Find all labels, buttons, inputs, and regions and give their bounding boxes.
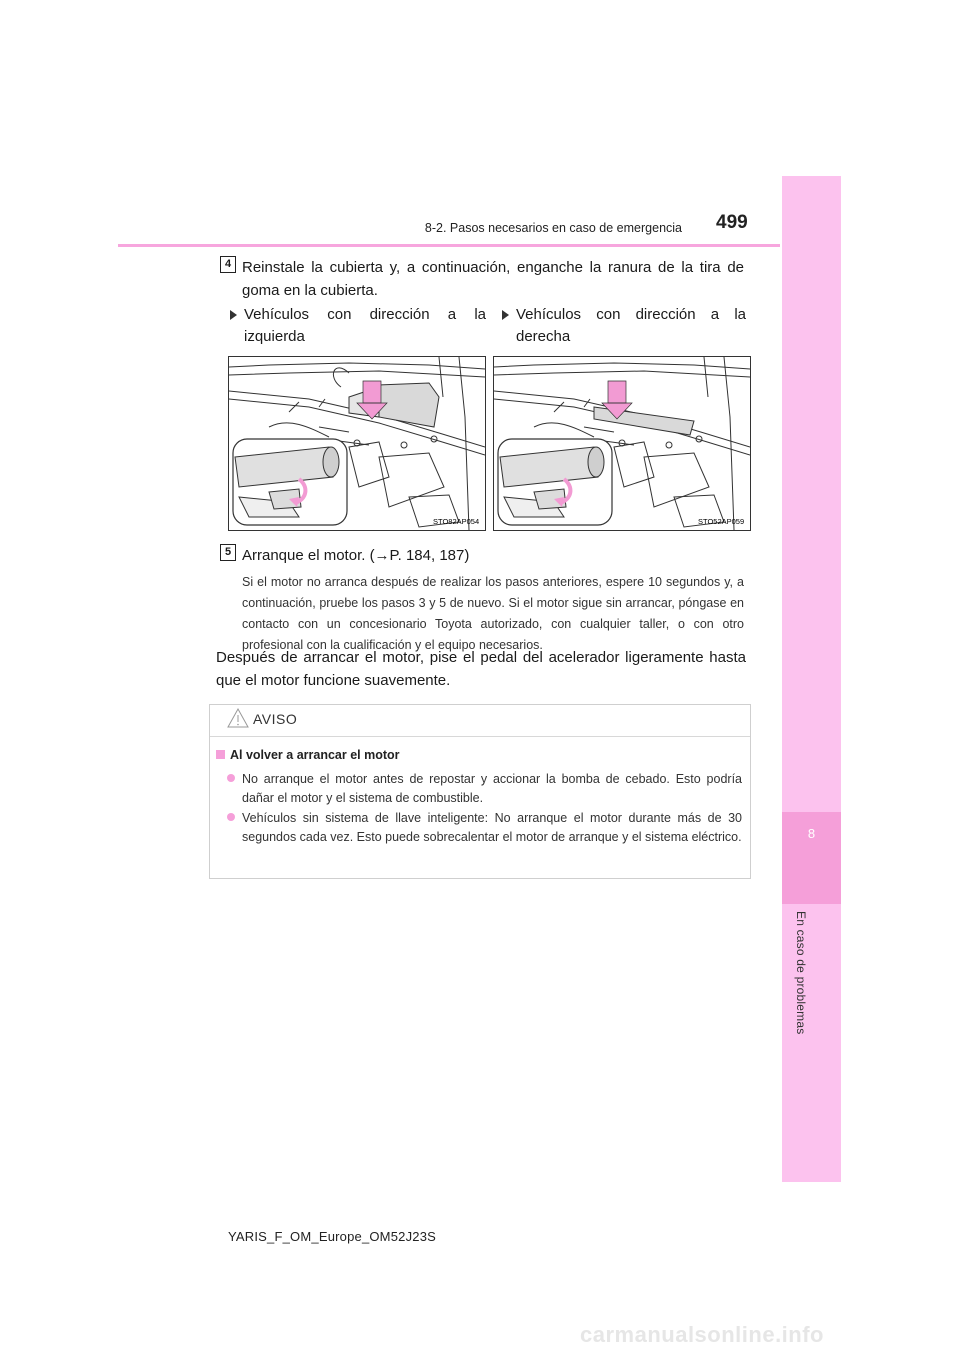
lhd-label bbox=[230, 304, 486, 348]
chapter-side-tab bbox=[782, 176, 841, 1182]
page-number: 499 bbox=[716, 212, 748, 233]
illustration-lhd bbox=[228, 356, 486, 531]
rhd-figure-code: STO52AP059 bbox=[698, 517, 745, 526]
warning-title: AVISO bbox=[253, 711, 298, 727]
engine-bay-rhd-drawing bbox=[494, 357, 750, 530]
warning-header-divider bbox=[210, 736, 750, 737]
chapter-number: 8 bbox=[807, 826, 816, 841]
triangle-bullet-icon bbox=[502, 310, 509, 320]
chapter-title: En caso de problemas bbox=[794, 911, 808, 1035]
step-5-text: Arranque el motor. (→P. 184, 187) bbox=[242, 547, 470, 564]
illustration-rhd bbox=[493, 356, 751, 531]
watermark: carmanualsonline.info bbox=[580, 1322, 824, 1347]
step-4-number: 4 bbox=[220, 256, 236, 273]
step-5-detail: Si el motor no arranca después de realizar los pasos anteriores, espere 10 segundos y, a continuación, pruebe los pasos 3 y 5 de nuevo. Si el motor sigue sin arrancar, póngase en contacto con un concesionario Toyota autorizado, con cualquier taller, o con otro profesional con la cualificación y el equipo necesarios. bbox=[242, 575, 744, 652]
header-rule bbox=[118, 244, 780, 247]
warning-item: Vehículos sin sistema de llave inteligente: No arranque el motor durante más de 30 segundos cada vez. Esto puede sobrecalentar el motor de arranque y el sistema eléctrico. bbox=[242, 811, 742, 844]
triangle-bullet-icon bbox=[230, 310, 237, 320]
engine-bay-lhd-drawing bbox=[229, 357, 485, 530]
warning-item: No arranque el motor antes de repostar y accionar la bomba de cebado. Esto podría dañar el motor y el sistema de combustible. bbox=[242, 772, 742, 805]
rhd-label-text: Vehículos con dirección a la derecha bbox=[516, 306, 746, 345]
header-section-title: 8-2. Pasos necesarios en caso de emergencia bbox=[424, 221, 682, 235]
circle-bullet-icon bbox=[227, 813, 235, 821]
lhd-figure-code: STO82AP054 bbox=[433, 517, 480, 526]
step-5-number: 5 bbox=[220, 544, 236, 561]
document-code: YARIS_F_OM_Europe_OM52J23S bbox=[228, 1229, 437, 1244]
circle-bullet-icon bbox=[227, 774, 235, 782]
square-bullet-icon bbox=[216, 750, 225, 759]
warning-triangle-icon bbox=[227, 707, 249, 734]
warning-subtitle: Al volver a arrancar el motor bbox=[230, 748, 400, 762]
step-4-text: Reinstale la cubierta y, a continuación, enganche la ranura de la tira de goma en la cubierta. bbox=[242, 259, 744, 299]
rhd-label bbox=[502, 304, 746, 348]
after-start-text: Después de arrancar el motor, pise el pedal del acelerador ligeramente hasta que el motor funcione suavemente. bbox=[216, 649, 746, 689]
lhd-label-text: Vehículos con dirección a la izquierda bbox=[244, 306, 486, 345]
